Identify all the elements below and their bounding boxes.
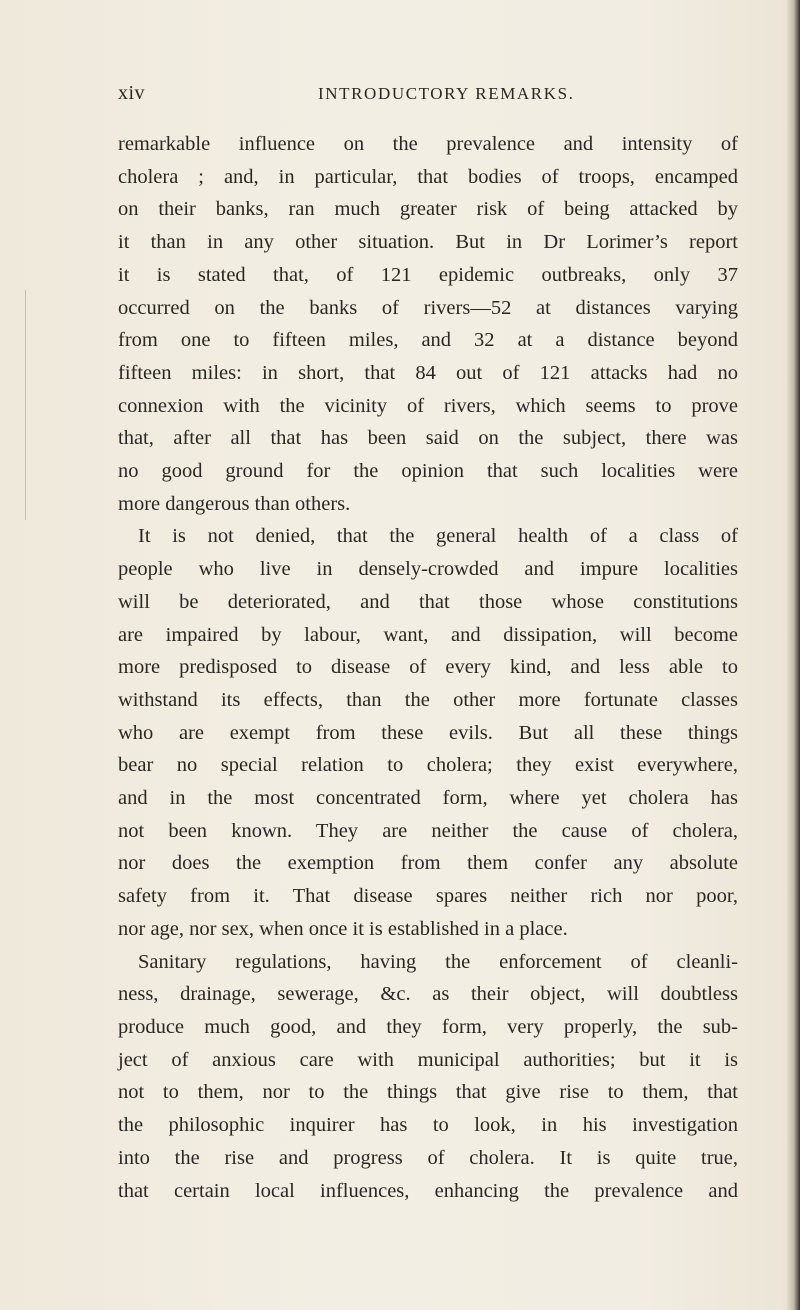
text-line: into the rise and progress of cholera. It is quite true, (118, 1146, 738, 1169)
text-line: It is not denied, that the general health of a class of (138, 525, 738, 548)
text-line: people who live in densely-crowded and impure localities (118, 558, 738, 581)
text-line: it is stated that, of 121 epidemic outbreaks, only 37 (118, 263, 738, 286)
text-line: not to them, nor to the things that give rise to them, that (118, 1081, 738, 1104)
text-line: that certain local influences, enhancing the prevalence and (118, 1179, 738, 1202)
page-header (118, 82, 718, 112)
text-line: on their banks, ran much greater risk of being attacked by (118, 198, 738, 221)
text-line: from one to fifteen miles, and 32 at a distance beyond (118, 329, 738, 352)
text-line: not been known. They are neither the cause of cholera, (118, 819, 738, 842)
text-line: that, after all that has been said on the subject, there was (118, 427, 738, 450)
page-number: xiv (118, 82, 146, 104)
text-line: more dangerous than others. (118, 492, 351, 515)
text-line: no good ground for the opinion that such localities were (118, 460, 738, 483)
text-line: nor does the exemption from them confer any absolute (118, 852, 738, 875)
text-line: withstand its effects, than the other more fortunate classes (118, 688, 738, 711)
text-line: it than in any other situation. But in Dr Lorimer’s report (118, 231, 738, 254)
text-line: the philosophic inquirer has to look, in his investigation (118, 1114, 738, 1137)
text-line: ness, drainage, sewerage, &c. as their object, will doubtless (118, 983, 738, 1006)
text-line: cholera ; and, in particular, that bodies of troops, encamped (118, 165, 738, 188)
text-line: bear no special relation to cholera; they exist everywhere, (118, 754, 738, 777)
text-line: nor age, nor sex, when once it is established in a place. (118, 917, 568, 940)
running-head: INTRODUCTORY REMARKS. (318, 84, 575, 103)
text-line: will be deteriorated, and that those whose constitutions (118, 590, 738, 613)
text-line: remarkable influence on the prevalence and intensity of (118, 133, 738, 155)
page-edge-shadow (786, 0, 800, 1310)
text-line: ject of anxious care with municipal authorities; but it is (118, 1048, 738, 1071)
text-line: and in the most concentrated form, where yet cholera has (118, 787, 738, 810)
text-line: occurred on the banks of rivers—52 at distances varying (118, 296, 738, 319)
margin-mark (25, 290, 26, 520)
text-line: are impaired by labour, want, and dissipation, will become (118, 623, 738, 646)
text-line: more predisposed to disease of every kind, and less able to (118, 656, 738, 679)
text-line: who are exempt from these evils. But all these things (118, 721, 738, 744)
text-line: Sanitary regulations, having the enforcement of cleanli- (138, 950, 738, 973)
text-line: connexion with the vicinity of rivers, which seems to prove (118, 394, 738, 417)
body-text (118, 128, 738, 1207)
text-line: fifteen miles: in short, that 84 out of 121 attacks had no (118, 361, 738, 384)
text-line: safety from it. That disease spares neither rich nor poor, (118, 885, 738, 908)
text-line: produce much good, and they form, very properly, the sub- (118, 1015, 738, 1038)
